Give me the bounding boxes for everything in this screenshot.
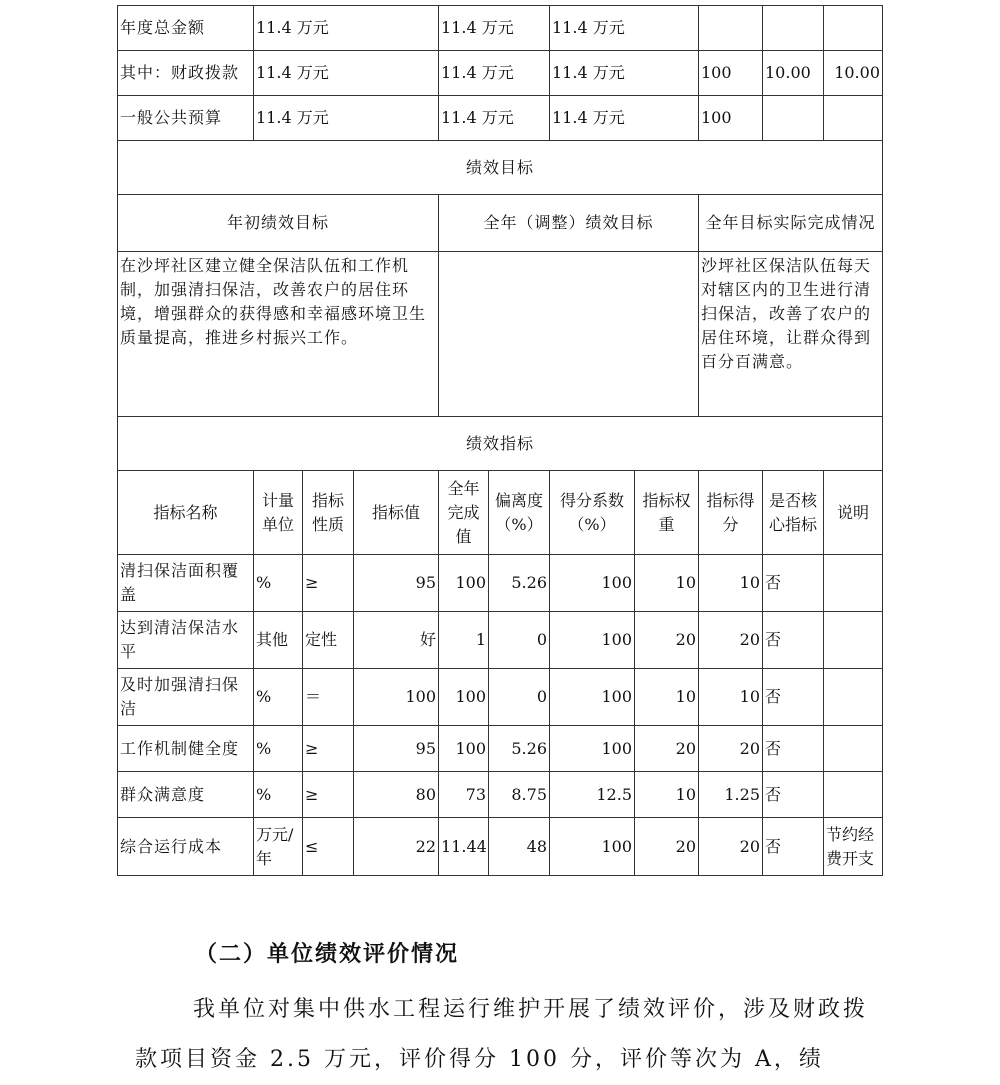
header-cell: 指标权重 bbox=[635, 471, 699, 555]
indicator-score: 10 bbox=[699, 555, 763, 612]
indicator-note bbox=[824, 772, 883, 818]
indicator-actual: 11.44 bbox=[439, 818, 489, 876]
header-cell: 得分系数（%） bbox=[550, 471, 635, 555]
indicator-coefficient: 100 bbox=[550, 818, 635, 876]
indicator-nature: ≥ bbox=[303, 726, 354, 772]
goals-head-adjusted: 全年（调整）绩效目标 bbox=[439, 195, 699, 252]
indicator-note bbox=[824, 612, 883, 669]
indicator-actual: 100 bbox=[439, 726, 489, 772]
indicators-section-title: 绩效指标 bbox=[118, 417, 883, 471]
budget-cell: 11.4 万元 bbox=[550, 96, 699, 141]
indicator-actual: 73 bbox=[439, 772, 489, 818]
indicator-target: 100 bbox=[354, 669, 439, 726]
indicator-target: 95 bbox=[354, 726, 439, 772]
indicator-deviation: 0 bbox=[489, 669, 550, 726]
indicator-core: 否 bbox=[763, 669, 824, 726]
budget-label: 其中：财政拨款 bbox=[118, 51, 254, 96]
indicator-nature: ≤ bbox=[303, 818, 354, 876]
indicator-deviation: 5.26 bbox=[489, 555, 550, 612]
budget-cell: 10.00 bbox=[763, 51, 824, 96]
indicator-unit: % bbox=[254, 726, 303, 772]
budget-cell: 11.4 万元 bbox=[439, 51, 550, 96]
indicator-unit: 其他 bbox=[254, 612, 303, 669]
indicator-nature: ＝ bbox=[303, 669, 354, 726]
header-cell: 偏离度（%） bbox=[489, 471, 550, 555]
indicator-core: 否 bbox=[763, 555, 824, 612]
performance-table bbox=[117, 5, 883, 876]
budget-cell: 11.4 万元 bbox=[550, 51, 699, 96]
budget-cell: 100 bbox=[699, 51, 763, 96]
indicator-row bbox=[118, 726, 883, 772]
indicator-score: 20 bbox=[699, 612, 763, 669]
indicator-deviation: 0 bbox=[489, 612, 550, 669]
indicator-name: 综合运行成本 bbox=[118, 818, 254, 876]
header-cell: 指标得分 bbox=[699, 471, 763, 555]
indicator-unit: 万元/年 bbox=[254, 818, 303, 876]
indicator-note bbox=[824, 669, 883, 726]
indicator-core: 否 bbox=[763, 772, 824, 818]
budget-cell: 100 bbox=[699, 96, 763, 141]
indicator-nature: ≥ bbox=[303, 555, 354, 612]
indicator-row bbox=[118, 612, 883, 669]
goals-head-initial: 年初绩效目标 bbox=[118, 195, 439, 252]
budget-cell bbox=[763, 6, 824, 51]
indicator-deviation: 5.26 bbox=[489, 726, 550, 772]
indicator-score: 20 bbox=[699, 818, 763, 876]
goals-initial-text: 在沙坪社区建立健全保洁队伍和工作机制，加强清扫保洁，改善农户的居住环境，增强群众的获得感和幸福感环境卫生质量提高，推进乡村振兴工作。 bbox=[118, 252, 439, 417]
indicator-row bbox=[118, 772, 883, 818]
indicator-weight: 10 bbox=[635, 772, 699, 818]
goals-actual-text: 沙坪社区保洁队伍每天对辖区内的卫生进行清扫保洁，改善了农户的居住环境，让群众得到百分百满意。 bbox=[699, 252, 883, 417]
indicator-target: 22 bbox=[354, 818, 439, 876]
indicator-target: 好 bbox=[354, 612, 439, 669]
indicator-note: 节约经费开支 bbox=[824, 818, 883, 876]
indicator-weight: 10 bbox=[635, 669, 699, 726]
indicator-note bbox=[824, 555, 883, 612]
indicator-nature: ≥ bbox=[303, 772, 354, 818]
indicator-unit: % bbox=[254, 772, 303, 818]
indicator-coefficient: 100 bbox=[550, 555, 635, 612]
indicator-coefficient: 100 bbox=[550, 612, 635, 669]
indicator-deviation: 8.75 bbox=[489, 772, 550, 818]
budget-cell: 11.4 万元 bbox=[254, 51, 439, 96]
indicator-actual: 1 bbox=[439, 612, 489, 669]
budget-cell: 11.4 万元 bbox=[254, 96, 439, 141]
indicator-weight: 20 bbox=[635, 818, 699, 876]
indicator-coefficient: 100 bbox=[550, 669, 635, 726]
indicator-name: 达到清洁保洁水平 bbox=[118, 612, 254, 669]
budget-cell bbox=[824, 6, 883, 51]
indicator-note bbox=[824, 726, 883, 772]
indicator-name: 工作机制健全度 bbox=[118, 726, 254, 772]
budget-row bbox=[118, 51, 883, 96]
goals-section-title: 绩效目标 bbox=[118, 141, 883, 195]
section-paragraph: 我单位对集中供水工程运行维护开展了绩效评价，涉及财政拨款项目资金 2.5 万元，评价得分 100 分，评价等次为 A，绩 bbox=[135, 997, 869, 1072]
indicators-header-row bbox=[118, 471, 883, 555]
budget-cell: 11.4 万元 bbox=[439, 6, 550, 51]
indicator-coefficient: 100 bbox=[550, 726, 635, 772]
budget-cell: 10.00 bbox=[824, 51, 883, 96]
indicator-weight: 20 bbox=[635, 612, 699, 669]
header-cell: 说明 bbox=[824, 471, 883, 555]
budget-cell: 11.4 万元 bbox=[550, 6, 699, 51]
budget-cell: 11.4 万元 bbox=[254, 6, 439, 51]
indicator-weight: 20 bbox=[635, 726, 699, 772]
budget-cell: 11.4 万元 bbox=[439, 96, 550, 141]
indicator-row bbox=[118, 818, 883, 876]
indicator-rows bbox=[118, 555, 883, 876]
indicator-target: 80 bbox=[354, 772, 439, 818]
header-cell: 指标性质 bbox=[303, 471, 354, 555]
indicator-name: 及时加强清扫保洁 bbox=[118, 669, 254, 726]
indicator-row bbox=[118, 669, 883, 726]
indicator-core: 否 bbox=[763, 818, 824, 876]
indicator-row bbox=[118, 555, 883, 612]
indicator-name: 群众满意度 bbox=[118, 772, 254, 818]
budget-label: 年度总金额 bbox=[118, 6, 254, 51]
indicator-name: 清扫保洁面积覆盖 bbox=[118, 555, 254, 612]
goals-adjusted-text bbox=[439, 252, 699, 417]
header-cell: 指标名称 bbox=[118, 471, 254, 555]
indicator-actual: 100 bbox=[439, 555, 489, 612]
indicator-weight: 10 bbox=[635, 555, 699, 612]
budget-label: 一般公共预算 bbox=[118, 96, 254, 141]
indicator-target: 95 bbox=[354, 555, 439, 612]
header-cell: 全年完成值 bbox=[439, 471, 489, 555]
indicator-unit: % bbox=[254, 669, 303, 726]
budget-row bbox=[118, 6, 883, 51]
indicator-deviation: 48 bbox=[489, 818, 550, 876]
budget-cell bbox=[699, 6, 763, 51]
section-heading: （二）单位绩效评价情况 bbox=[195, 941, 460, 967]
budget-row bbox=[118, 96, 883, 141]
budget-cell bbox=[763, 96, 824, 141]
indicator-unit: % bbox=[254, 555, 303, 612]
indicator-score: 1.25 bbox=[699, 772, 763, 818]
indicator-score: 20 bbox=[699, 726, 763, 772]
goals-head-actual: 全年目标实际完成情况 bbox=[699, 195, 883, 252]
indicator-core: 否 bbox=[763, 726, 824, 772]
indicator-coefficient: 12.5 bbox=[550, 772, 635, 818]
indicator-nature: 定性 bbox=[303, 612, 354, 669]
header-cell: 指标值 bbox=[354, 471, 439, 555]
budget-cell bbox=[824, 96, 883, 141]
indicator-score: 10 bbox=[699, 669, 763, 726]
header-cell: 是否核心指标 bbox=[763, 471, 824, 555]
indicator-core: 否 bbox=[763, 612, 824, 669]
indicator-actual: 100 bbox=[439, 669, 489, 726]
header-cell: 计量单位 bbox=[254, 471, 303, 555]
